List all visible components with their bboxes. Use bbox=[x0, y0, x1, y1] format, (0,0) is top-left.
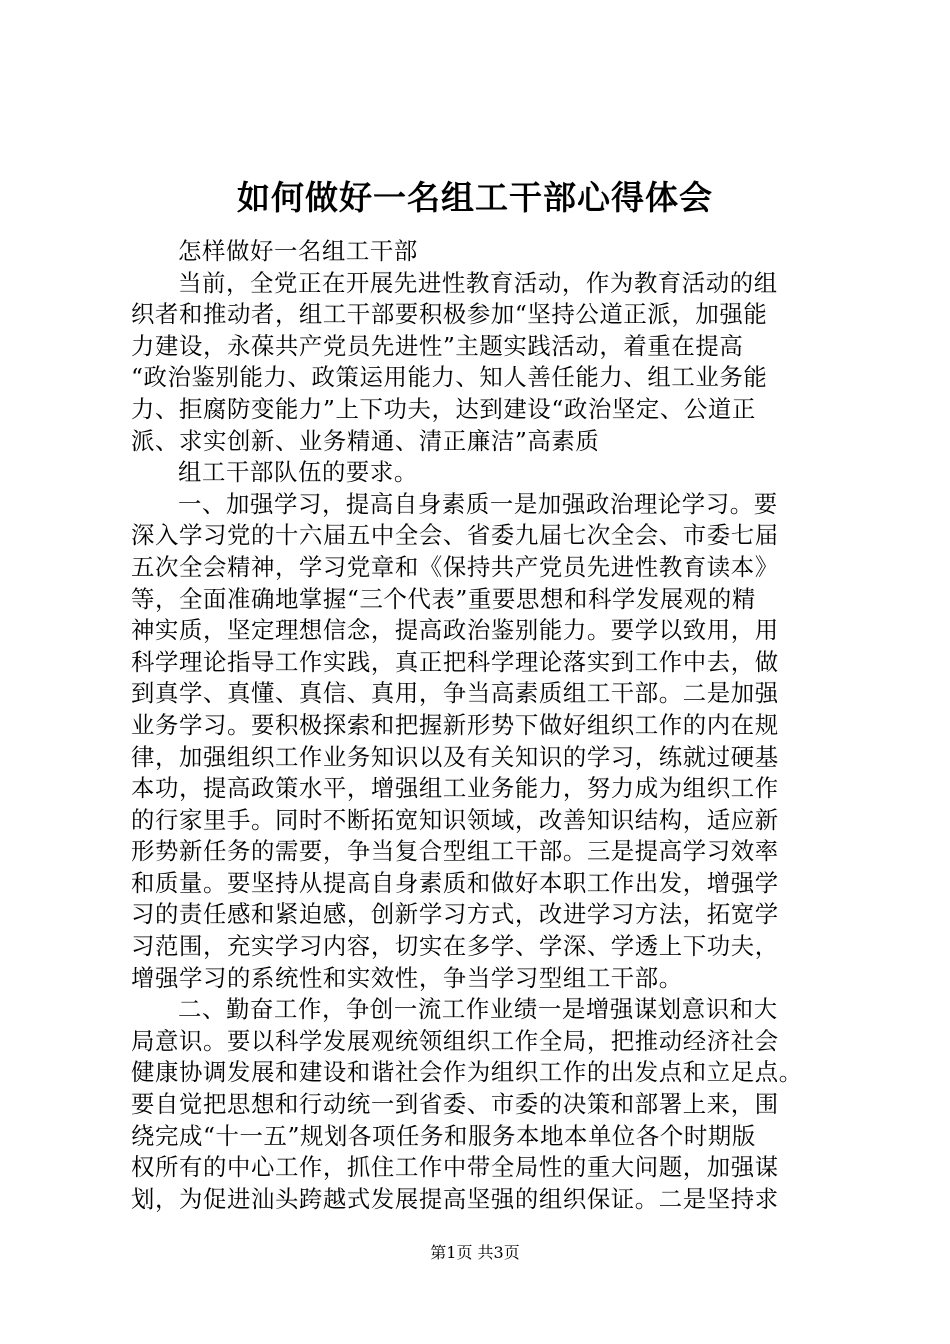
body-line: 业务学习。要积极探索和把握新形势下做好组织工作的内在规 bbox=[131, 710, 779, 739]
document-body bbox=[131, 236, 851, 1215]
body-line: 要自觉把思想和行动统一到省委、市委的决策和部署上来，围 bbox=[131, 1090, 779, 1119]
body-line: 权所有的中心工作，抓住工作中带全局性的重大问题，加强谋 bbox=[131, 1153, 779, 1182]
body-line: 绕完成“十一五”规划各项任务和服务本地本单位各个时期版 bbox=[131, 1121, 756, 1150]
body-line: 和质量。要坚持从提高自身素质和做好本职工作出发，增强学 bbox=[131, 868, 779, 897]
body-line: 深入学习党的十六届五中全会、省委九届七次全会、市委七届 bbox=[131, 521, 779, 550]
body-line: 划，为促进汕头跨越式发展提高坚强的组织保证。二是坚持求 bbox=[131, 1184, 779, 1213]
body-line: 二、勤奋工作，争创一流工作业绩一是增强谋划意识和大 bbox=[178, 995, 778, 1024]
body-line: 怎样做好一名组工干部 bbox=[178, 237, 418, 265]
page-footer: 第1页 共3页 bbox=[430, 1243, 520, 1262]
body-line: 神实质，坚定理想信念，提高政治鉴别能力。要学以致用，用 bbox=[131, 616, 779, 645]
body-line: 五次全会精神，学习党章和《保持共产党员先进性教育读本》 bbox=[131, 552, 779, 581]
body-line: 的行家里手。同时不断拓宽知识领域，改善知识结构，适应新 bbox=[131, 805, 779, 834]
body-line: 本功，提高政策水平，增强组工业务能力，努力成为组织工作 bbox=[131, 774, 779, 803]
body-line: 织者和推动者，组工干部要积极参加“坚持公道正派，加强能 bbox=[131, 300, 768, 329]
document-title: 如何做好一名组工干部心得体会 bbox=[237, 178, 713, 217]
body-line: 到真学、真懂、真信、真用，争当高素质组工干部。二是加强 bbox=[131, 679, 779, 708]
body-line: 增强学习的系统性和实效性，争当学习型组工干部。 bbox=[131, 963, 683, 992]
body-line: 局意识。要以科学发展观统领组织工作全局，把推动经济社会 bbox=[131, 1026, 779, 1055]
body-line: 习的责任感和紧迫感，创新学习方式，改进学习方法，拓宽学 bbox=[131, 900, 779, 929]
body-line: 律，加强组织工作业务知识以及有关知识的学习，练就过硬基 bbox=[131, 742, 779, 771]
body-line: 形势新任务的需要，争当复合型组工干部。三是提高学习效率 bbox=[131, 837, 779, 866]
body-line: 科学理论指导工作实践，真正把科学理论落实到工作中去，做 bbox=[131, 647, 779, 676]
body-line: 当前，全党正在开展先进性教育活动，作为教育活动的组 bbox=[178, 268, 778, 297]
body-line: 派、求实创新、业务精通、清正廉洁”高素质 bbox=[131, 426, 600, 455]
body-line: 力、拒腐防变能力”上下功夫，达到建设“政治坚定、公道正 bbox=[131, 394, 756, 423]
body-line: 一、加强学习，提高自身素质一是加强政治理论学习。要 bbox=[178, 489, 778, 518]
body-line: “政治鉴别能力、政策运用能力、知人善任能力、组工业务能 bbox=[131, 363, 768, 392]
body-line: 等，全面准确地掌握“三个代表”重要思想和科学发展观的精 bbox=[131, 584, 756, 613]
body-line: 组工干部队伍的要求。 bbox=[178, 458, 418, 487]
body-line: 习范围，充实学习内容，切实在多学、学深、学透上下功夫， bbox=[131, 932, 779, 961]
body-line: 力建设，永葆共产党员先进性”主题实践活动，着重在提高 bbox=[131, 331, 744, 360]
body-line: 健康协调发展和建设和谐社会作为组织工作的出发点和立足点。 bbox=[131, 1058, 803, 1087]
